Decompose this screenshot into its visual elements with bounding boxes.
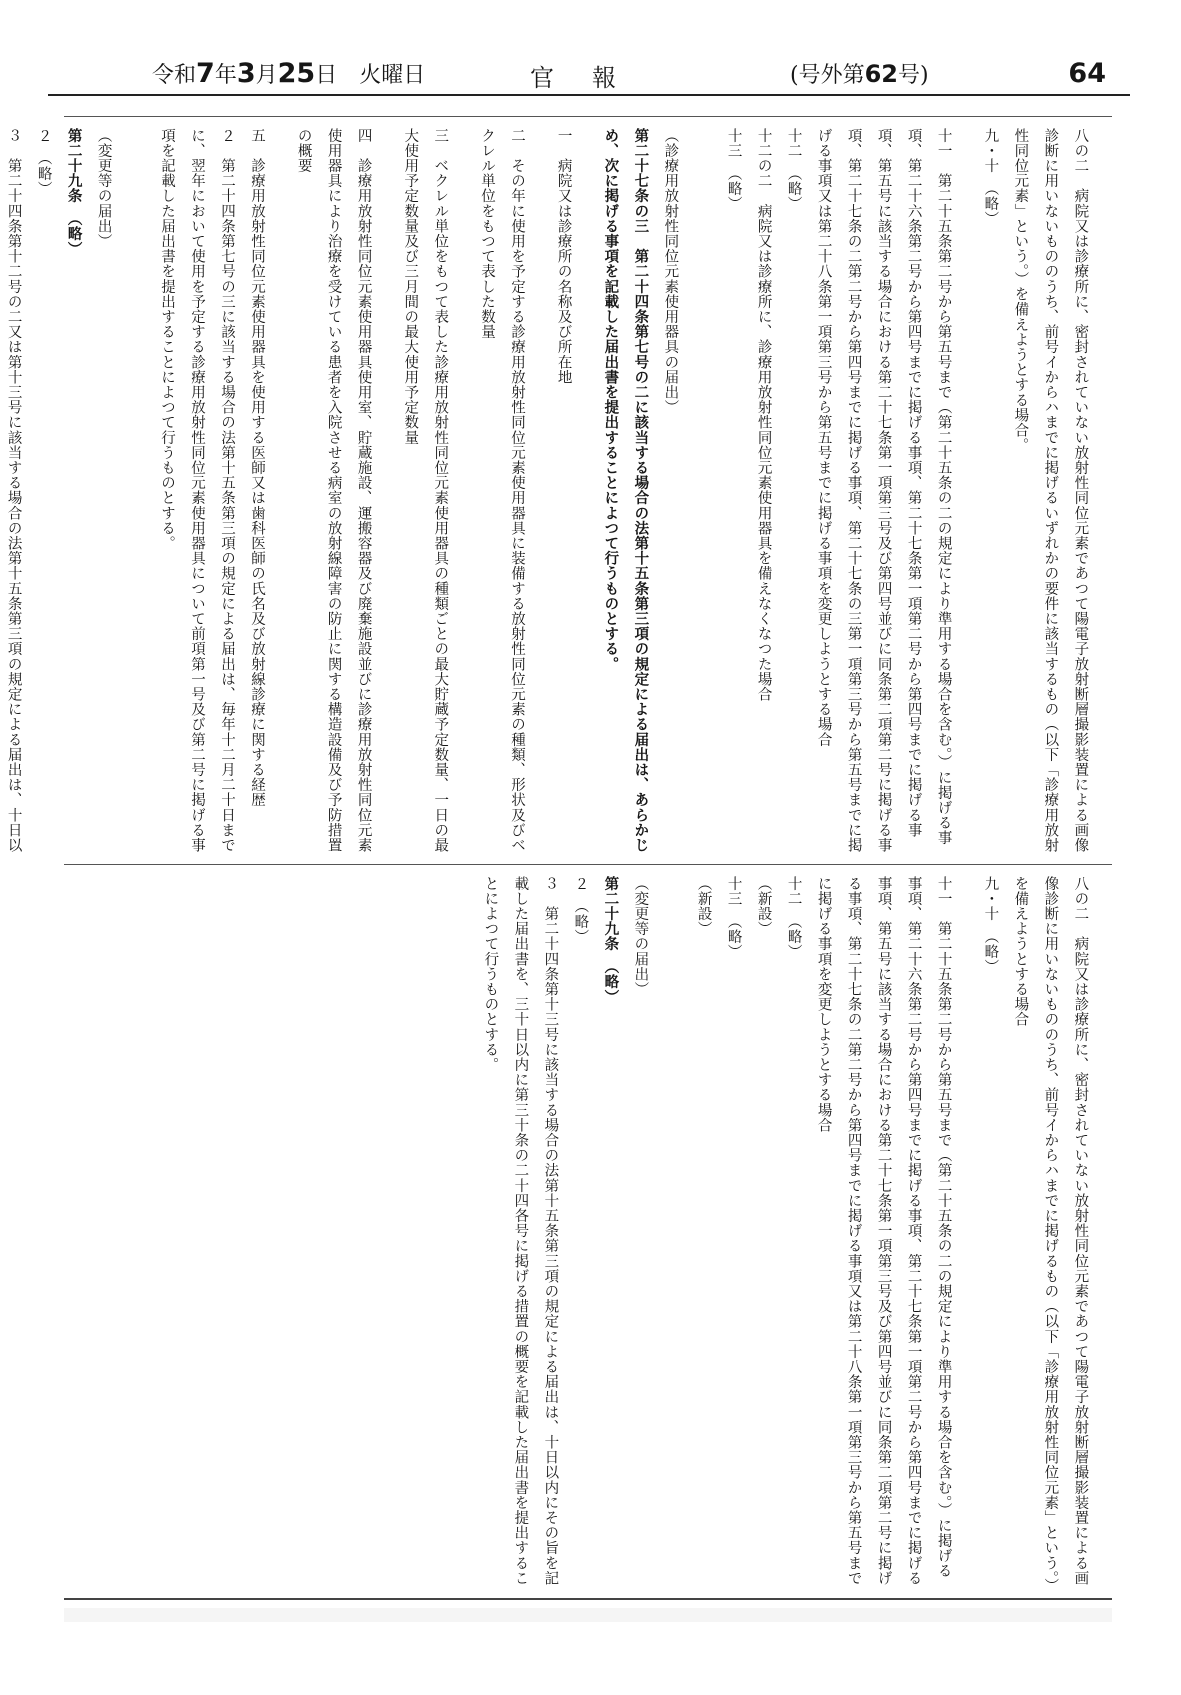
paragraph: ３ 第二十四条第十三号に該当する場合の法第十五条第三項の規定による届出は、十日以内にその旨を記載した届出書を、三十日以内に第三十条の二十四各号に掲げる措置の概要を記載した届出書を提出することによつて行うものとする。 [482,876,559,1586]
text-line: 十二の二 病院又は診療所に、診療用放射性同位元素使用器具を備えなくなつた場合 [755,128,772,702]
list-item: 五 診療用放射性同位元素使用器具を使用する医師又は歯科医師の氏名及び放射線診療に関する経歴 [248,128,265,808]
text-line: 十一 第二十五条第二号から第五号まで（第二十五条の二の規定により準用する場合を含む。）に掲げる事項、第二十六条第二号から第四号までに掲げる事項、第二十七条第一項第二号から第四号までに掲げる事項、第五号に該当する場合における第二十七条第一項第三号及び第四号並びに同条第二項第二号に掲げる事項、第二十七条の二第二号から第四号までに掲げる事項又は第二十八条第一項第三号から第五号までに掲げる事項を変更しようとする場合 [815,876,952,1586]
amended-text-panel [5,128,1112,856]
article-heading: 第二十九条 （略） [65,128,83,257]
era-prefix: 令和 [152,63,197,88]
paragraph: ２ （略） [35,128,52,197]
issue-date [152,58,425,89]
year-unit: 年 [214,63,237,88]
text-line: 九・十 （略） [982,876,999,975]
text-line: 十三 （略） [725,876,742,960]
current-text-panel [64,876,1112,1588]
list-item: 一 病院又は診療所の名称及び所在地 [555,128,572,385]
section-caption: （変更等の届出） [95,128,112,249]
section-caption: （診療用放射性同位元素使用器具の届出） [662,128,679,415]
text-line: 九・十 （略） [982,128,999,227]
issue-suffix: 号) [898,63,929,88]
text-line: 八の二 病院又は診療所に、密封されていない放射性同位元素であつて陽電子放射断層撮影装置による画像診断に用いないもののうち、前号イからハまでに掲げるいずれかの要件に該当するもの（以下「診療用放射性同位元素」という。）を備えようとする場合。 [1012,128,1089,853]
page-header [48,56,1130,92]
article-heading: 第二十七条の三 第二十四条第七号の二に該当する場合の法第十五条第三項の規定による届出は、あらかじめ、次に掲げる事項を記載した届出書を提出することによつて行うものとする。 [602,128,650,853]
issue-number-label [790,58,929,89]
list-item: 三 ベクレル単位をもつて表した診療用放射性同位元素使用器具の種類ごとの最大貯蔵予定数量、一日の最大使用予定数量及び三月間の最大使用予定数量 [402,128,449,853]
bottom-frame-rule [64,1598,1112,1600]
day-number: 25 [277,58,316,89]
issue-prefix: (号外第 [790,63,865,88]
paragraph: ３ 第二十四条第十二号の二又は第十三号に該当する場合の法第十五条第三項の規定による届出は、十日以 [5,128,22,853]
issue-number: 62 [864,60,898,88]
gazette-title: 官報 [530,64,654,92]
text-line: 八の二 病院又は診療所に、密封されていない放射性同位元素であつて陽電子放射断層撮影装置による画像診断に用いないもののうち、前号イからハまでに掲げるもの（以下「診療用放射性同位元素」という。）を備えようとする場合 [1012,876,1089,1587]
month-unit: 月 [255,63,278,88]
day-unit: 日 [315,63,338,88]
header-rule [48,94,1130,96]
year-number: 7 [196,58,215,89]
list-item: 二 その年に使用を予定する診療用放射性同位元素使用器具に装備する放射性同位元素の種類、形状及びベクレル単位をもつて表した数量 [478,128,525,853]
text-line: 十一 第二十五条第二号から第五号まで（第二十五条の二の規定により準用する場合を含む。）に掲げる事項、第二十六条第二号から第四号までに掲げる事項、第二十七条第一項第二号から第四号までに掲げる事項、第五号に該当する場合における第二十七条第一項第三号及び第四号並びに同条第二項第二号に掲げる事項、第二十七条の二第二号から第四号までに掲げる事項、第二十七条の三第一項第三号から第五号までに掲げる事項又は第二十八条第一項第三号から第五号までに掲げる事項を変更しようとする場合 [815,128,952,853]
text-line: 十三 （略） [725,128,742,212]
top-frame-rule [64,116,1112,117]
text-line: 十二 （略） [785,128,802,212]
text-line: （新設） [695,876,712,937]
panel-divider-rule [64,864,1112,865]
article-heading: 第二十九条 （略） [602,876,620,1005]
page-number: 64 [1068,58,1106,89]
paragraph: ２ 第二十四条第七号の三に該当する場合の法第十五条第三項の規定による届出は、毎年十二月二十日までに、翌年において使用を予定する診療用放射性同位元素使用器具について前項第一号及び第二号に掲げる事項を記載した届出書を提出することによつて行うものとする。 [158,128,235,853]
month-number: 3 [236,58,256,89]
list-item: 四 診療用放射性同位元素使用器具使用室、貯蔵施設、運搬容器及び廃棄施設並びに診療用放射性同位元素使用器具により治療を受けている患者を入院させる病室の放射線障害の防止に関する構造設備及び予防措置の概要 [295,128,372,853]
weekday: 火曜日 [359,63,426,88]
text-line: （新設） [755,876,772,937]
paragraph: ２ （略） [572,876,589,945]
footer-margin [64,1608,1112,1622]
text-line: 十二 （略） [785,876,802,960]
section-caption: （変更等の届出） [632,876,649,997]
